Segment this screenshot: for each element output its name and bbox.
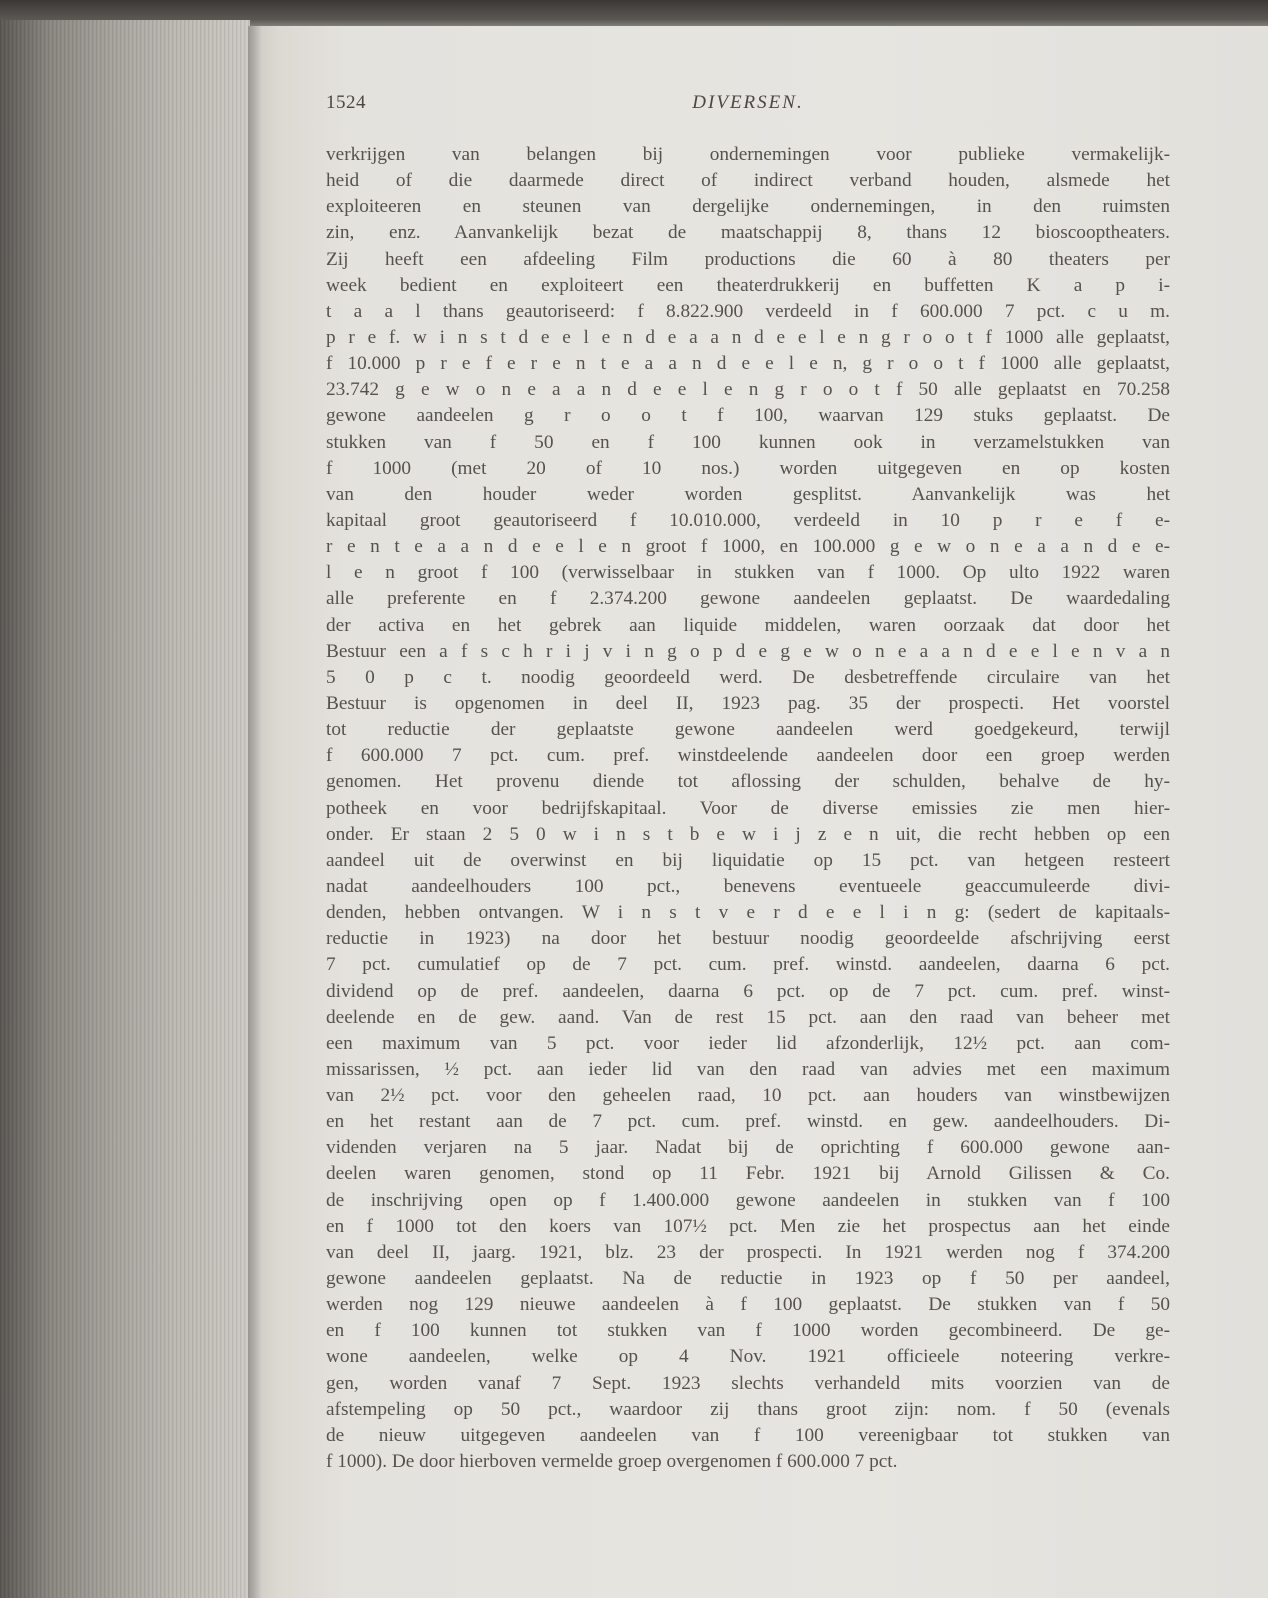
gutter-shadow xyxy=(248,26,262,1598)
text-line: gen, worden vanaf 7 Sept. 1923 slechts verhandeld mits voorzien van de xyxy=(326,1372,1170,1394)
text-line: werden nog 129 nieuwe aandeelen à f 100 geplaatst. De stukken van f 50 xyxy=(326,1294,1170,1316)
text-line: zin, enz. Aanvankelijk bezat de maatschappij 8, thans 12 bioscooptheaters. xyxy=(326,222,1170,244)
text-line: de inschrijving open op f 1.400.000 gewone aandeelen in stukken van f 100 xyxy=(326,1189,1170,1211)
text-line: week bedient en exploiteert een theaterdrukkerij en buffetten K a p i- xyxy=(326,274,1170,296)
text-line: potheek en voor bedrijfskapitaal. Voor de diverse emissies zie men hier- xyxy=(326,797,1170,819)
text-line: en f 1000 tot den koers van 107½ pct. Men zie het prospectus aan het einde xyxy=(326,1215,1170,1237)
text-line: dividend op de pref. aandeelen, daarna 6 pct. op de 7 pct. cum. pref. winst- xyxy=(326,980,1170,1002)
text-line: tot reductie der geplaatste gewone aandeelen werd goedgekeurd, terwijl xyxy=(326,719,1170,741)
text-line: gewone aandeelen geplaatst. Na de reductie in 1923 op f 50 per aandeel, xyxy=(326,1268,1170,1290)
text-line: een maximum van 5 pct. voor ieder lid afzonderlijk, 12½ pct. aan com- xyxy=(326,1032,1170,1054)
text-line: f 1000). De door hierboven vermelde groep overgenomen f 600.000 7 pct. xyxy=(326,1451,898,1473)
text-line: 5 0 p c t. noodig geoordeeld werd. De desbetreffende circulaire van het xyxy=(326,666,1170,688)
text-line: stukken van f 50 en f 100 kunnen ook in verzamelstukken van xyxy=(326,431,1170,453)
text-line: f 10.000 p r e f e r e n t e a a n d e e l e n, g r o o t f 1000 alle geplaatst, xyxy=(326,353,1170,375)
text-line: exploiteeren en steunen van dergelijke ondernemingen, in den ruimsten xyxy=(326,196,1170,218)
text-line: onder. Er staan 2 5 0 w i n s t b e w i j z e n uit, die recht hebben op een xyxy=(326,823,1170,845)
text-line: nadat aandeelhouders 100 pct., benevens eventueele geaccumuleerde divi- xyxy=(326,875,1170,897)
text-line: videnden verjaren na 5 jaar. Nadat bij de oprichting f 600.000 gewone aan- xyxy=(326,1137,1170,1159)
text-line: kapitaal groot geautoriseerd f 10.010.000, verdeeld in 10 p r e f e- xyxy=(326,509,1170,531)
text-line: der activa en het gebrek aan liquide middelen, waren oorzaak dat door het xyxy=(326,614,1170,636)
text-line: 7 pct. cumulatief op de 7 pct. cum. pref. winstd. aandeelen, daarna 6 pct. xyxy=(326,954,1170,976)
text-line: denden, hebben ontvangen. W i n s t v e r d e e l i n g: (sedert de kapitaals- xyxy=(326,902,1170,924)
text-line: van 2½ pct. voor den geheelen raad, 10 pct. aan houders van winstbewijzen xyxy=(326,1085,1170,1107)
text-line: Bestuur een a f s c h r i j v i n g o p d e g e w o n e a a n d e e l e n v a n xyxy=(326,640,1170,662)
text-line: van den houder weder worden gesplitst. Aanvankelijk was het xyxy=(326,483,1170,505)
body-text xyxy=(326,142,1170,1475)
text-line: f 1000 (met 20 of 10 nos.) worden uitgegeven en op kosten xyxy=(326,457,1170,479)
text-line: de nieuw uitgegeven aandeelen van f 100 vereenigbaar tot stukken van xyxy=(326,1424,1170,1446)
text-line: reductie in 1923) na door het bestuur noodig geoordeelde afschrijving eerst xyxy=(326,928,1170,950)
text-line: f 600.000 7 pct. cum. pref. winstdeelende aandeelen door een groep werden xyxy=(326,745,1170,767)
text-line: heid of die daarmede direct of indirect verband houden, alsmede het xyxy=(326,170,1170,192)
text-line: alle preferente en f 2.374.200 gewone aandeelen geplaatst. De waardedaling xyxy=(326,588,1170,610)
text-line: 23.742 g e w o n e a a n d e e l e n g r o o t f 50 alle geplaatst en 70.258 xyxy=(326,379,1170,401)
text-line: Zij heeft een afdeeling Film productions die 60 à 80 theaters per xyxy=(326,248,1170,270)
text-line: van deel II, jaarg. 1921, blz. 23 der prospecti. In 1921 werden nog f 374.200 xyxy=(326,1241,1170,1263)
text-line: afstempeling op 50 pct., waardoor zij thans groot zijn: nom. f 50 (evenals xyxy=(326,1398,1170,1420)
text-line: t a a l thans geautoriseerd: f 8.822.900 verdeeld in f 600.000 7 pct. c u m. xyxy=(326,300,1170,322)
text-line: l e n groot f 100 (verwisselbaar in stukken van f 1000. Op ulto 1922 waren xyxy=(326,562,1170,584)
text-line: missarissen, ½ pct. aan ieder lid van den raad van advies met een maximum xyxy=(326,1058,1170,1080)
text-line: deelende en de gew. aand. Van de rest 15 pct. aan den raad van beheer met xyxy=(326,1006,1170,1028)
text-line: Bestuur is opgenomen in deel II, 1923 pag. 35 der prospecti. Het voorstel xyxy=(326,692,1170,714)
text-line: aandeel uit de overwinst en bij liquidatie op 15 pct. van hetgeen resteert xyxy=(326,849,1170,871)
text-line: genomen. Het provenu diende tot aflossing der schulden, behalve de hy- xyxy=(326,771,1170,793)
text-line: wone aandeelen, welke op 4 Nov. 1921 officieele noteering verkre- xyxy=(326,1346,1170,1368)
text-line: r e n t e a a n d e e l e n groot f 1000, en 100.000 g e w o n e a a n d e e- xyxy=(326,536,1170,558)
text-line: gewone aandeelen g r o o t f 100, waarvan 129 stuks geplaatst. De xyxy=(326,405,1170,427)
text-line: en het restant aan de 7 pct. cum. pref. winstd. en gew. aandeelhouders. Di- xyxy=(326,1111,1170,1133)
text-line: verkrijgen van belangen bij ondernemingen voor publieke vermakelijk- xyxy=(326,144,1170,165)
page-header xyxy=(326,92,1170,118)
running-title: DIVERSEN. xyxy=(692,92,804,113)
page-number: 1524 xyxy=(326,92,366,113)
book-page-edges xyxy=(0,20,250,1598)
text-line: en f 100 kunnen tot stukken van f 1000 worden gecombineerd. De ge- xyxy=(326,1320,1170,1342)
text-line: p r e f. w i n s t d e e l e n d e a a n d e e l e n g r o o t f 1000 alle geplaatst, xyxy=(326,326,1170,348)
text-line: deelen waren genomen, stond op 11 Febr. 1921 bij Arnold Gilissen & Co. xyxy=(326,1163,1170,1185)
